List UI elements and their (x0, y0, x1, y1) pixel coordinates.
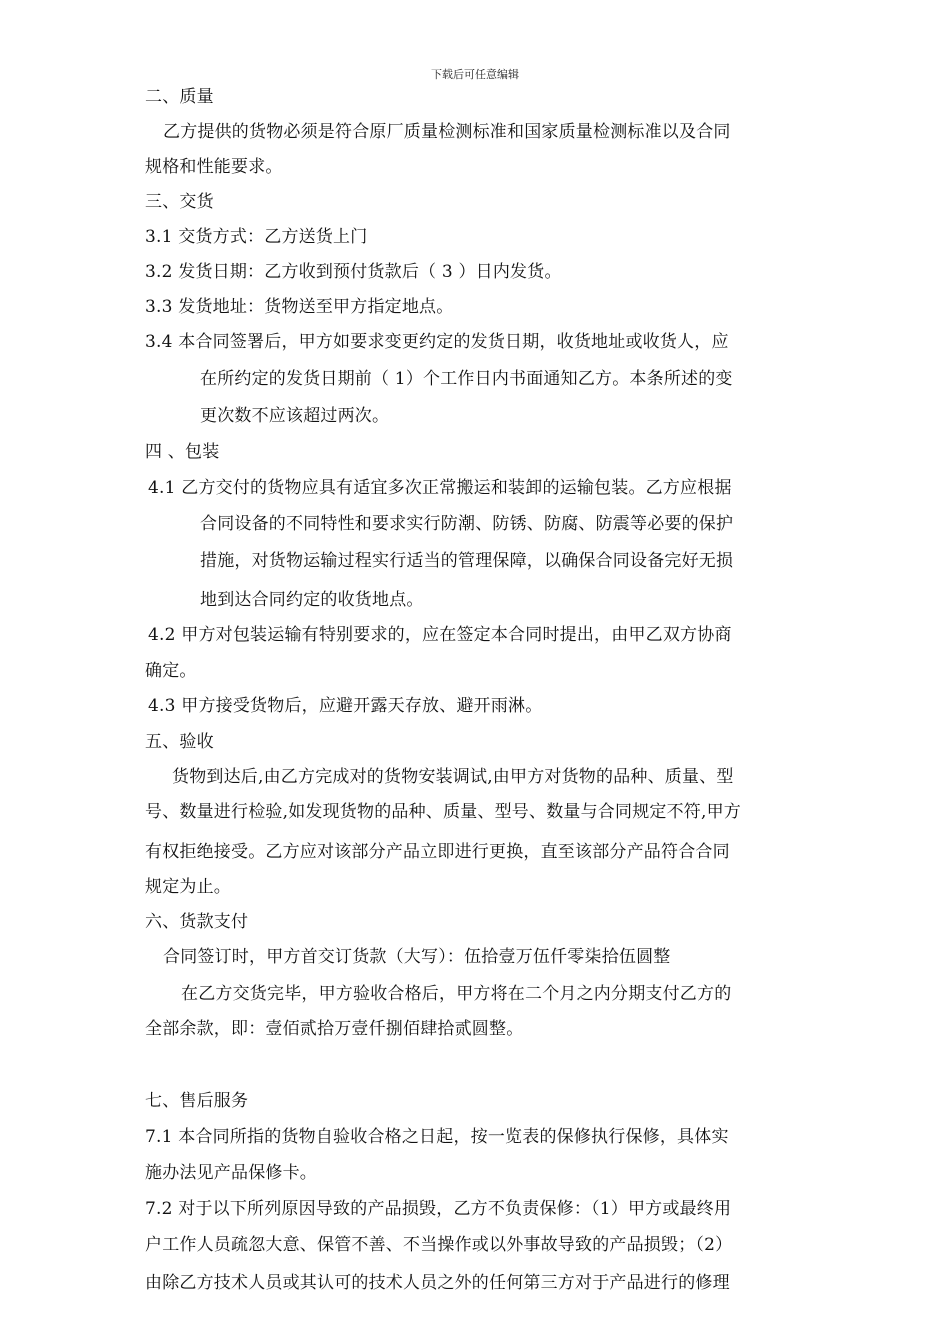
paragraph-line: 规格和性能要求。 (145, 157, 283, 177)
clause-line: 在所约定的发货日期前（ 1）个工作日内书面通知乙方。本条所述的变 (200, 369, 733, 389)
clause-line: 施办法见产品保修卡。 (145, 1163, 317, 1183)
clause-line: 4.2 甲方对包装运输有特别要求的，应在签定本合同时提出，由甲乙双方协商 (148, 625, 732, 645)
section-heading: 六、货款支付 (145, 912, 249, 932)
section-heading: 七、售后服务 (145, 1091, 249, 1111)
paragraph-line: 号、数量进行检验,如发现货物的品种、质量、型号、数量与合同规定不符,甲方 (145, 802, 742, 822)
clause-line: 合同设备的不同特性和要求实行防潮、防锈、防腐、防震等必要的保护 (200, 514, 734, 534)
header-note: 下载后可任意编辑 (431, 68, 519, 81)
clause-line: 户工作人员疏忽大意、保管不善、不当操作或以外事故导致的产品损毁；（2） (145, 1235, 733, 1255)
paragraph-line: 乙方提供的货物必须是符合原厂质量检测标准和国家质量检测标准以及合同 (163, 122, 731, 142)
section-heading: 二、质量 (145, 87, 214, 107)
section-heading: 三、交货 (145, 192, 214, 212)
clause-line: 7.1 本合同所指的货物自验收合格之日起，按一览表的保修执行保修，具体实 (145, 1127, 729, 1147)
section-heading: 五、验收 (145, 732, 214, 752)
clause-line: 确定。 (145, 661, 197, 681)
paragraph-line: 规定为止。 (145, 877, 231, 897)
paragraph-line: 全部余款，即：壹佰贰拾万壹仟捌佰肆拾贰圆整。 (145, 1019, 524, 1039)
paragraph-line: 合同签订时，甲方首交订货款（大写）：伍拾壹万伍仟零柒拾伍圆整 (163, 947, 671, 967)
clause-line: 3.2 发货日期：乙方收到预付货款后（ 3 ）日内发货。 (145, 262, 562, 282)
clause-line: 3.1 交货方式：乙方送货上门 (145, 227, 368, 247)
clause-line: 更次数不应该超过两次。 (200, 406, 390, 426)
clause-line: 7.2 对于以下所列原因导致的产品损毁，乙方不负责保修：（1）甲方或最终用 (145, 1199, 732, 1219)
clause-line: 3.3 发货地址：货物送至甲方指定地点。 (145, 297, 454, 317)
clause-line: 4.3 甲方接受货物后，应避开露天存放、避开雨淋。 (148, 696, 543, 716)
paragraph-line: 在乙方交货完毕，甲方验收合格后，甲方将在二个月之内分期支付乙方的 (181, 984, 732, 1004)
clause-line: 地到达合同约定的收货地点。 (200, 590, 424, 610)
section-heading: 四 、包装 (145, 442, 220, 462)
clause-line: 3.4 本合同签署后，甲方如要求变更约定的发货日期，收货地址或收货人，应 (145, 332, 729, 352)
clause-line: 4.1 乙方交付的货物应具有适宜多次正常搬运和装卸的运输包装。乙方应根据 (148, 478, 732, 498)
clause-line: 措施，对货物运输过程实行适当的管理保障，以确保合同设备完好无损 (200, 551, 734, 571)
paragraph-line: 有权拒绝接受。乙方应对该部分产品立即进行更换，直至该部分产品符合合同 (145, 842, 730, 862)
clause-line: 由除乙方技术人员或其认可的技术人员之外的任何第三方对于产品进行的修理 (145, 1273, 730, 1293)
paragraph-line: 货物到达后,由乙方完成对的货物安装调试,由甲方对货物的品种、质量、型 (172, 767, 734, 787)
